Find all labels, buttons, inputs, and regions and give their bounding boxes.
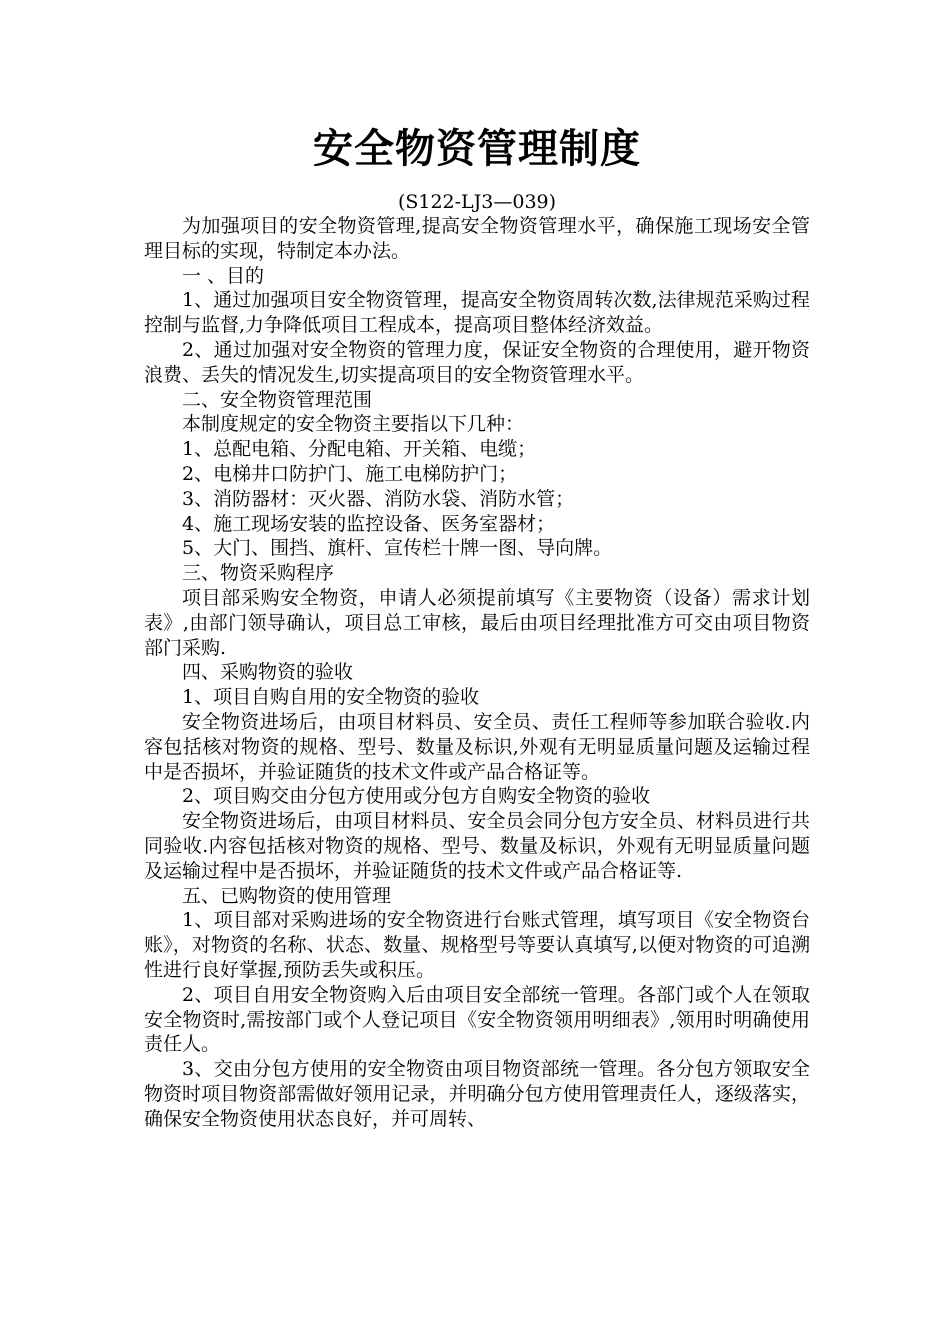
- scope-item-5: 5、大门、围挡、旗杆、宣传栏十牌一图、导向牌。: [182, 537, 613, 560]
- subheading-acceptance-2: 2、项目购交由分包方使用或分包方自购安全物资的验收: [182, 785, 651, 808]
- paragraph-acceptance-2: 安全物资进场后，由项目材料员、安全员会同分包方安全员、材料员进行共同验收.内容包括核对物资的规格、型号、数量及标识，外观有无明显质量问题及运输过程中是否损坏，并验证随货的技术文件或产品合格证等.: [144, 810, 810, 882]
- scope-item-3: 3、消防器材：灭火器、消防水袋、消防水管；: [182, 487, 575, 510]
- paragraph-usage-2: 2、项目自用安全物资购入后由项目安全部统一管理。各部门或个人在领取安全物资时,需按部门或个人登记项目《安全物资领用明细表》,领用时明确使用责任人。: [144, 983, 810, 1056]
- paragraph-purpose-2: 2、通过加强对安全物资的管理力度，保证安全物资的合理使用，避开物资浪费、丢失的情况发生,切实提高项目的安全物资管理水平。: [144, 338, 810, 386]
- heading-acceptance: 四、采购物资的验收: [182, 661, 354, 684]
- document-body: [144, 214, 810, 1131]
- paragraph-scope-intro: 本制度规定的安全物资主要指以下几种：: [182, 413, 525, 436]
- document-page: [144, 118, 810, 1131]
- paragraph-purpose-1: 1、通过加强项目安全物资管理，提高安全物资周转次数,法律规范采购过程控制与监督,力争降低项目工程成本，提高项目整体经济效益。: [144, 289, 810, 337]
- document-code: (S122-LJ3—039): [397, 191, 557, 213]
- scope-item-4: 4、施工现场安装的监控设备、医务室器材；: [182, 512, 556, 535]
- scope-item-2: 2、电梯井口防护门、施工电梯防护门；: [182, 462, 518, 485]
- paragraph-acceptance-1: 安全物资进场后，由项目材料员、安全员、责任工程师等参加联合验收.内容包括核对物资的规格、型号、数量及标识,外观有无明显质量问题及运输过程中是否损坏，并验证随货的技术文件或产品合格证等。: [144, 710, 810, 783]
- heading-purpose: 一 、目的: [182, 264, 265, 287]
- paragraph-usage-3: 3、交由分包方使用的安全物资由项目物资部统一管理。各分包方领取安全物资时项目物资部需做好领用记录，并明确分包方使用管理责任人，逐级落实，确保安全物资使用状态良好，并可周转、: [144, 1058, 810, 1130]
- subheading-acceptance-1: 1、项目自购自用的安全物资的验收: [182, 686, 480, 709]
- document-title: 安全物资管理制度: [313, 125, 641, 172]
- paragraph-intro: 为加强项目的安全物资管理,提高安全物资管理水平，确保施工现场安全管理目标的实现，特制定本办法。: [144, 215, 810, 262]
- heading-scope: 二、安全物资管理范围: [182, 388, 373, 411]
- paragraph-procurement: 项目部采购安全物资，申请人必须提前填写《主要物资（设备）需求计划表》,由部门领导确认，项目总工审核，最后由项目经理批准方可交由项目物资部门采购.: [144, 586, 810, 659]
- paragraph-usage-1: 1、项目部对采购进场的安全物资进行台账式管理，填写项目《安全物资台账》，对物资的名称、状态、数量、规格型号等要认真填写,以便对物资的可追溯性进行良好掌握,预防丢失或积压。: [144, 909, 810, 981]
- heading-procurement: 三、物资采购程序: [182, 562, 335, 585]
- heading-usage: 五、已购物资的使用管理: [182, 884, 392, 907]
- scope-item-1: 1、总配电箱、分配电箱、开关箱、电缆；: [182, 438, 537, 461]
